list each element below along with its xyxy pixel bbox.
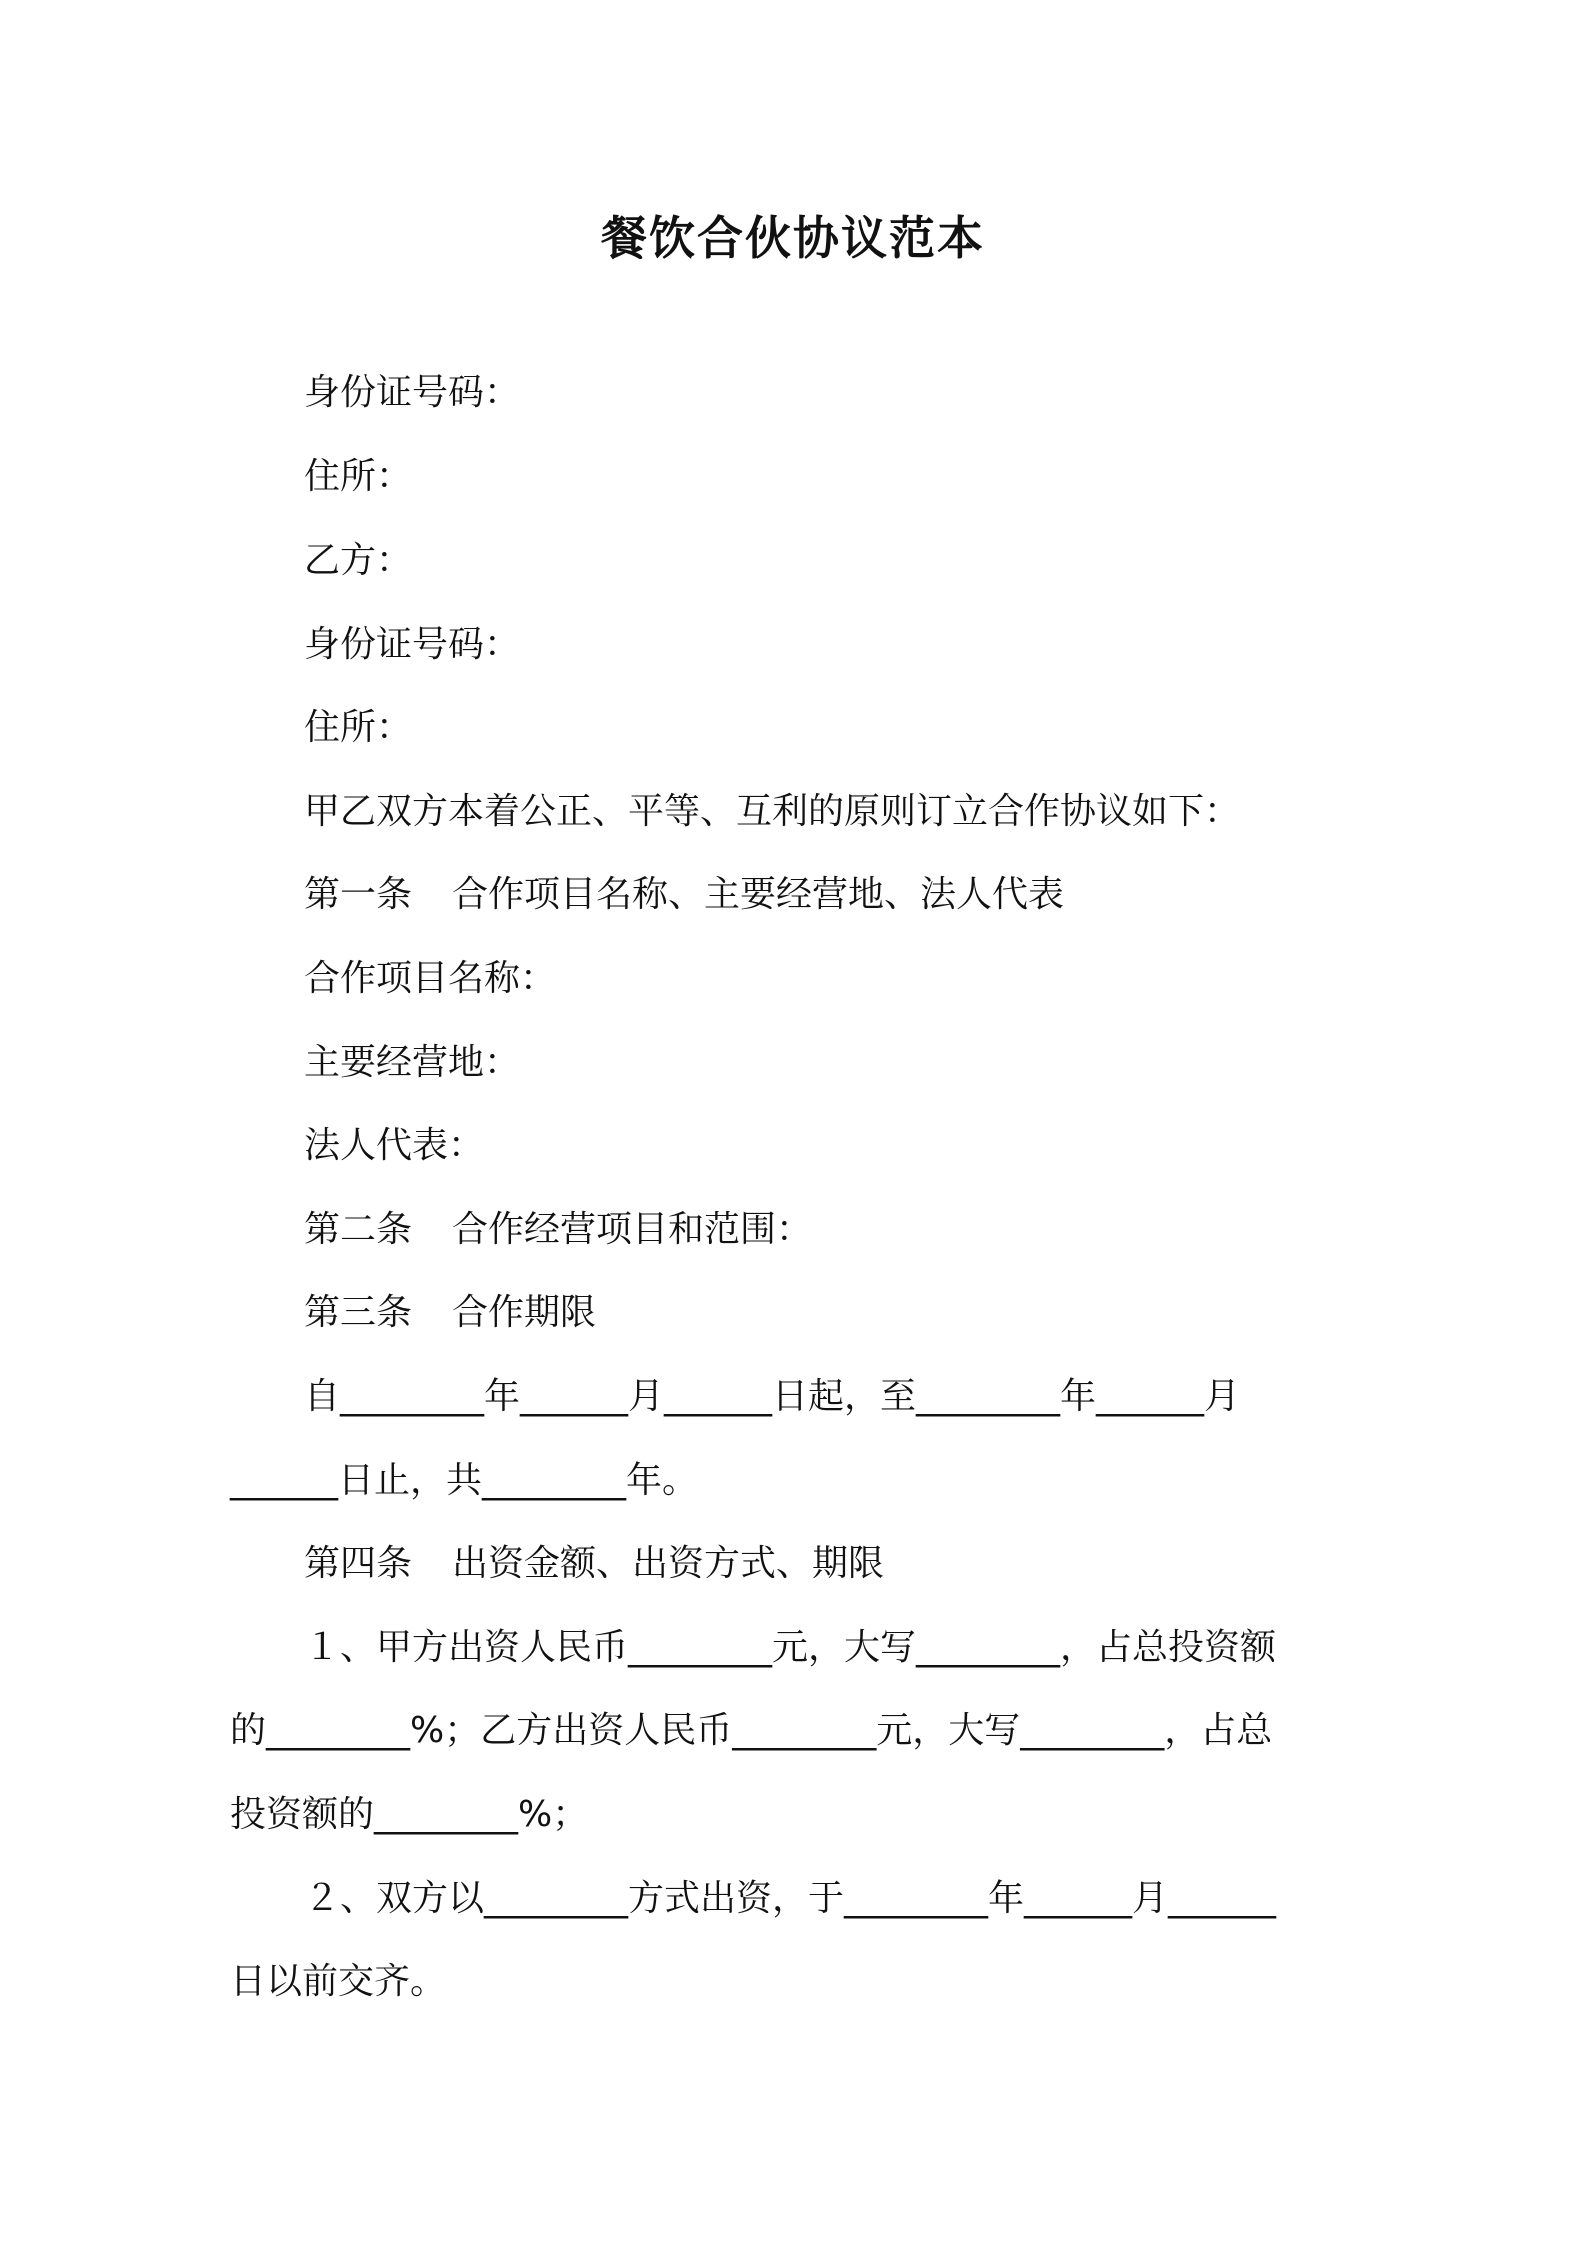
investment-line-2: 的________%；乙方出资人民币________元，大写________，占总: [230, 1710, 1273, 1751]
article-1-heading: [304, 870, 1064, 920]
contribution-line-2: 日以前交齐。: [230, 1961, 447, 2002]
document-title: 餐饮合伙协议范本: [601, 211, 985, 265]
article-2-title: 合作经营项目和范围：: [452, 1209, 813, 1250]
article-3-title: 合作期限: [452, 1292, 597, 1333]
id-number-label-a: 身份证号码：: [304, 372, 521, 413]
id-number-label-b: 身份证号码：: [304, 624, 521, 665]
agreement-intro: 甲乙双方本着公正、平等、互利的原则订立合作协议如下：: [304, 791, 1241, 832]
party-b-label: 乙方：: [304, 540, 413, 581]
article-4-heading: [304, 1539, 884, 1589]
address-label-b: 住所：: [304, 707, 413, 748]
project-name-label: 合作项目名称：: [304, 958, 557, 999]
address-label-a: 住所：: [304, 456, 413, 497]
article-3-number: 第三条: [304, 1292, 413, 1333]
article-4-number: 第四条: [304, 1543, 413, 1584]
article-4-title: 出资金额、出资方式、期限: [452, 1543, 885, 1584]
main-location-label: 主要经营地：: [304, 1042, 521, 1083]
article-1-title: 合作项目名称、主要经营地、法人代表: [452, 874, 1065, 915]
article-2-number: 第二条: [304, 1209, 413, 1250]
contribution-line-1: ２、双方以________方式出资，于________年______月______: [304, 1878, 1277, 1919]
investment-line-1: １、甲方出资人民币________元，大写________，占总投资额: [304, 1627, 1277, 1668]
legal-representative-label: 法人代表：: [304, 1125, 485, 1166]
term-line-1: 自________年______月______日起，至________年______月: [304, 1376, 1241, 1417]
term-line-2: ______日止，共________年。: [230, 1460, 699, 1501]
article-1-number: 第一条: [304, 874, 413, 915]
article-2-heading: [304, 1205, 812, 1255]
article-3-heading: [304, 1288, 596, 1338]
investment-line-3: 投资额的________%；: [230, 1794, 589, 1835]
